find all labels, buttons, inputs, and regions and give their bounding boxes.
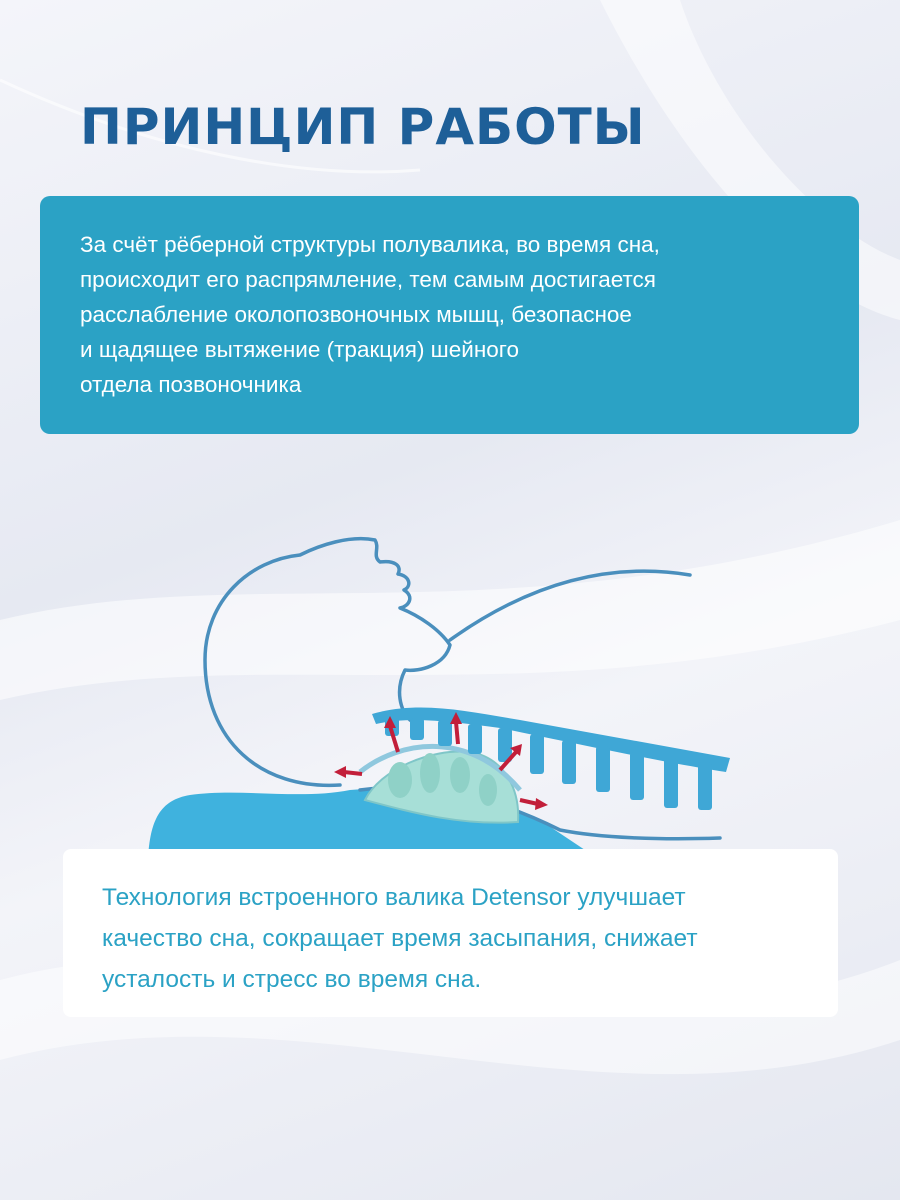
page-title: ПРИНЦИП РАБОТЫ (80, 98, 646, 156)
note-box (63, 849, 838, 1017)
info-text-line: происходит его распрямление, тем самым достигается (80, 267, 656, 292)
note-text-line: качество сна, сокращает время засыпания, снижает (102, 925, 698, 952)
note-text-line: Технология встроенного валика Detensor улучшает (102, 884, 686, 911)
info-text-line: расслабление околопозвоночных мышц, безопасное (80, 302, 632, 327)
info-box (40, 196, 859, 434)
info-text-line: отдела позвоночника (80, 372, 302, 397)
info-text-line: За счёт рёберной структуры полувалика, во время сна, (80, 232, 660, 257)
note-text-line: усталость и стресс во время сна. (102, 966, 482, 993)
info-text-line: и щадящее вытяжение (тракция) шейного (80, 337, 519, 362)
pillow-traction-illustration (140, 520, 740, 860)
